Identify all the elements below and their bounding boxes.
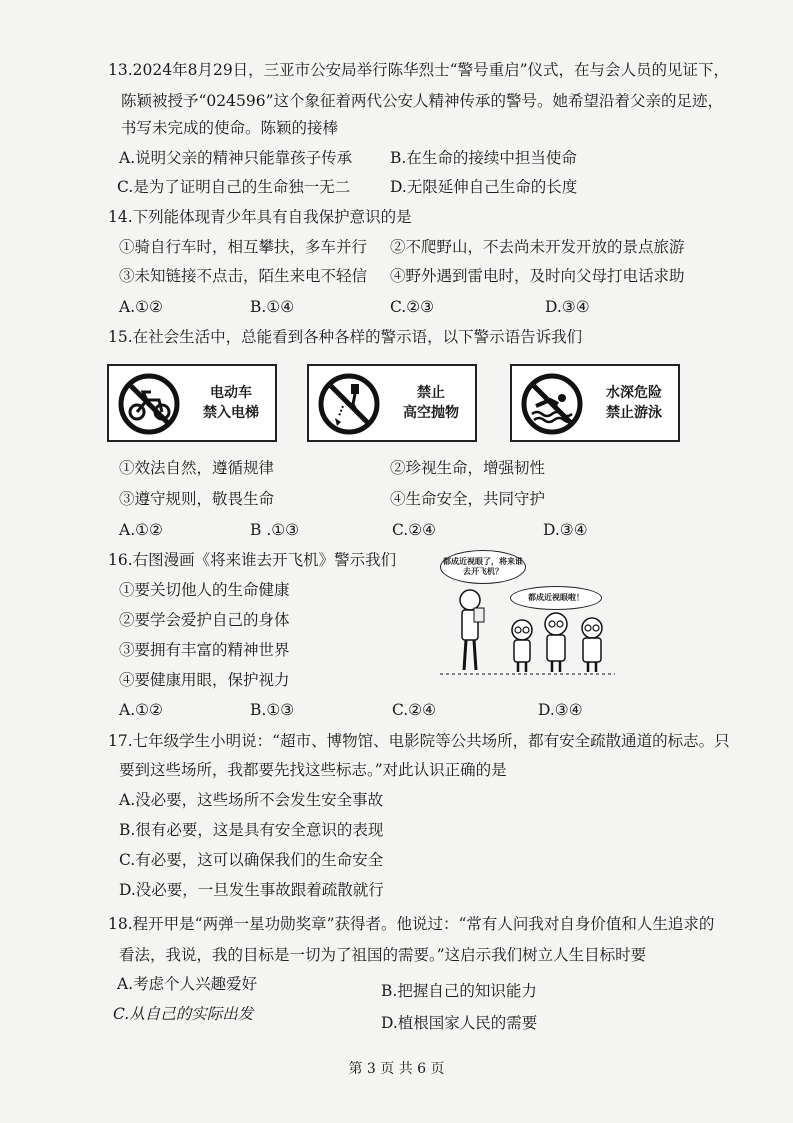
q16-option-b: B.①③ — [250, 701, 295, 719]
q15-option-b: B .①③ — [250, 521, 300, 539]
q17-option-b: B.很有必要，这是具有安全意识的表现 — [119, 821, 384, 839]
q16-item-3: ③要拥有丰富的精神世界 — [119, 641, 290, 659]
q16-option-a: A.①② — [119, 701, 163, 719]
q14-stem: 14.下列能体现青少年具有自我保护意识的是 — [108, 208, 412, 226]
q13-option-d: D.无限延伸自己生命的长度 — [390, 178, 578, 196]
q17-option-c: C.有必要，这可以确保我们的生命安全 — [119, 851, 384, 869]
no-throwing-icon — [317, 372, 381, 436]
kids-speech-bubble: 都成近视眼啦！ — [510, 586, 602, 610]
q15-item-2: ②珍视生命，增强韧性 — [390, 459, 546, 477]
q16-stem: 16.右图漫画《将来谁去开飞机》警示我们 — [108, 551, 397, 569]
sign-3-line-2: 禁止游泳 — [606, 405, 662, 421]
q15-item-3: ③遵守规则，敬畏生命 — [119, 490, 275, 508]
q16-option-c: C.②④ — [392, 701, 437, 719]
q15-option-c: C.②④ — [392, 521, 437, 539]
q14-item-1: ①骑自行车时，相互攀扶，多车并行 — [119, 238, 368, 256]
q15-item-4: ④生命安全，共同守护 — [390, 490, 546, 508]
sign-no-e-bike — [107, 364, 277, 442]
sign-1-line-1: 电动车 — [210, 385, 252, 401]
sign-2-line-1: 禁止 — [417, 385, 445, 401]
q14-item-3: ③未知链接不点击，陌生来电不轻信 — [119, 267, 368, 285]
page-footer: 第 3 页 共 6 页 — [348, 1061, 445, 1077]
q17-stem-line-2: 要到这些场所，我都要先找这些标志。”对此认识正确的是 — [119, 761, 507, 779]
q14-item-2: ②不爬野山，不去尚未开发开放的景点旅游 — [390, 238, 685, 256]
q16-item-2: ②要学会爱护自己的身体 — [119, 611, 290, 629]
q18-stem-line-1: 18.程开甲是“两弹一星功勋奖章”获得者。他说过：“常有人问我对自身价值和人生追求的 — [108, 915, 715, 933]
q14-option-b: B.①④ — [250, 298, 295, 316]
q15-stem: 15.在社会生活中，总能看到各种各样的警示语，以下警示语告诉我们 — [108, 328, 583, 346]
q14-option-a: A.①② — [119, 298, 163, 316]
q16-option-d: D.③④ — [538, 701, 583, 719]
q13-option-c: C.是为了证明自己的生命独一无二 — [117, 178, 351, 196]
q13-stem-line-3: 书写未完成的使命。陈颖的接棒 — [121, 119, 339, 137]
q18-option-a: A.考虑个人兴趣爱好 — [117, 975, 258, 993]
q14-option-d: D.③④ — [545, 298, 590, 316]
sign-no-swimming — [510, 364, 680, 442]
sign-no-throwing — [307, 364, 477, 442]
q14-option-c: C.②③ — [390, 298, 435, 316]
q18-option-c: C.从自己的实际出发 — [113, 1005, 254, 1023]
q18-option-b: B.把握自己的知识能力 — [381, 982, 537, 1000]
cartoon-figures-illustration — [430, 548, 620, 688]
q13-option-a: A.说明父亲的精神只能靠孩子传承 — [119, 149, 353, 167]
q17-stem-line-1: 17.七年级学生小明说：“超市、博物馆、电影院等公共场所，都有安全疏散通道的标志。只 — [108, 732, 730, 750]
q15-item-1: ①效法自然，遵循规律 — [119, 459, 275, 477]
sign-3-line-1: 水深危险 — [606, 385, 662, 401]
q13-option-b: B.在生命的接续中担当使命 — [390, 149, 577, 167]
q14-item-4: ④野外遇到雷电时，及时向父母打电话求助 — [390, 267, 685, 285]
q17-option-d: D.没必要，一旦发生事故跟着疏散就行 — [119, 881, 384, 899]
q15-option-d: D.③④ — [543, 521, 588, 539]
q16-item-1: ①要关切他人的生命健康 — [119, 581, 290, 599]
q18-option-d: D.植根国家人民的需要 — [381, 1014, 538, 1032]
no-swimming-icon — [520, 372, 584, 436]
q18-stem-line-2: 看法，我说，我的目标是一切为了祖国的需要。”这启示我们树立人生目标时要 — [119, 946, 647, 964]
sign-2-line-2: 高空抛物 — [403, 405, 459, 421]
q16-item-4: ④要健康用眼，保护视力 — [119, 671, 290, 689]
q13-stem-line-2: 陈颖被授予“024596”这个象征着两代公安人精神传承的警号。她希望沿着父亲的足迹， — [121, 92, 724, 110]
myopia-cartoon — [430, 548, 620, 688]
adult-speech-bubble: 都成近视眼了，将来谁去开飞机？ — [440, 550, 526, 584]
no-e-bike-icon — [117, 372, 181, 436]
q15-option-a: A.①② — [119, 521, 163, 539]
sign-1-line-2: 禁入电梯 — [203, 405, 259, 421]
q17-option-a: A.没必要，这些场所不会发生安全事故 — [119, 791, 384, 809]
q13-stem-line-1: 13.2024年8月29日，三亚市公安局举行陈华烈士“警号重启”仪式，在与会人员的见证下， — [108, 61, 730, 79]
